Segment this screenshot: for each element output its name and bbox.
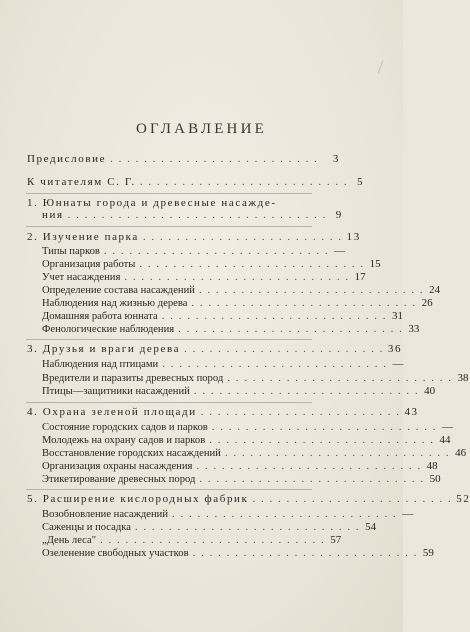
toc-entry-page: 44: [439, 434, 451, 446]
section-divider: [26, 193, 312, 194]
toc-entry: [27, 406, 419, 419]
paper-mark: [378, 60, 384, 73]
toc-entry-label: Молодежь на охрану садов и парков: [42, 435, 206, 446]
leader-dots: . . . . . . . . . . . . . . . . . . . . . . . . . . .: [227, 372, 453, 384]
toc-entry-label: Наблюдения над жизнью дерева: [42, 298, 188, 309]
toc-entry-label: Вредители и паразиты древесных пород: [42, 373, 224, 384]
toc-subentry: [42, 372, 469, 385]
toc-entry-label: Типы парков: [42, 246, 100, 257]
leader-dots: . . . . . . . . . . . . . . . . . . . . . . . . . . .: [193, 385, 420, 397]
leader-dots: . . . . . . . . . . . . . . . . . . . . . . . . .: [110, 153, 319, 165]
leader-dots: . . . . . . . . . . . . . . . . . . . . . . . .: [184, 343, 384, 355]
leader-dots: . . . . . . . . . . . . . . . . . . . . . . . . .: [139, 176, 349, 188]
toc-entry-page: 31: [391, 310, 403, 322]
toc-entry-label: Предисловие: [27, 153, 107, 165]
leader-dots: . . . . . . . . . . . . . . . . . . . . . . . . . . .: [103, 245, 330, 257]
leader-dots: . . . . . . . . . . . . . . . . . . . . . . . .: [142, 231, 343, 243]
leader-dots: . . . . . . . . . . . . . . . . . . . . . . . . . . .: [161, 310, 387, 322]
toc-entry-label: 2. Изучение парка: [27, 231, 139, 243]
leader-dots: . . . . . . . . . . . . . . . . . . . . . . . . . . .: [172, 508, 398, 520]
toc-entry-label: 5. Расширение кислородных фабрик: [27, 493, 249, 505]
toc-entry-label: Этикетирование древесных пород: [42, 474, 196, 485]
toc-entry-page: 13: [346, 231, 361, 243]
toc-entry-label: К читателям С. Г.: [27, 176, 136, 188]
toc-subentry: [42, 271, 366, 284]
section-divider: [26, 226, 312, 227]
toc-subentry: [42, 310, 403, 323]
page-title: ОГЛАВЛЕНИЕ: [136, 121, 267, 137]
leader-dots: . . . . . . . . . . . . . . . . . . . . . . . . . . .: [192, 547, 418, 559]
toc-entry-page: 46: [455, 447, 467, 459]
leader-dots: . . . . . . . . . . . . . . . . . . . . . . . .: [200, 406, 401, 418]
toc-entry-page: 3: [332, 153, 340, 165]
toc-entry-label: Саженцы и посадка: [42, 522, 131, 533]
toc-entry-label: Восстановление городских насаждений: [42, 448, 221, 459]
toc-entry-page: 9: [335, 209, 343, 221]
toc-entry-label: „День леса": [42, 535, 97, 546]
toc-entry: [27, 176, 365, 189]
toc-subentry: [42, 547, 434, 560]
section-divider: [26, 489, 312, 490]
toc-entry-page: 17: [354, 271, 366, 283]
toc-subentry: [42, 534, 340, 547]
toc-subentry: [42, 447, 467, 460]
toc-subentry: [42, 434, 451, 447]
toc-entry-page: 38: [457, 372, 469, 384]
toc-entry-page: 52: [456, 493, 470, 505]
toc-entry-page: 15: [369, 258, 381, 270]
toc-entry-label: Организация работы: [42, 259, 136, 270]
toc-entry: [27, 153, 340, 166]
toc-subentry: [42, 358, 404, 371]
toc-subentry: [42, 323, 420, 336]
toc-entry-label: 1. Юннаты города и древесные насажде-: [27, 197, 277, 209]
toc-subentry: [42, 284, 441, 297]
toc-entry-page: 48: [426, 460, 438, 472]
toc-subentry: [42, 460, 438, 473]
toc-entry-label: 4. Охрана зеленой площади: [27, 406, 197, 418]
toc-subentry: [42, 385, 436, 398]
toc-subentry: [42, 473, 441, 486]
toc-entry-label: Учет насаждения: [42, 272, 121, 283]
leader-dots: . . . . . . . . . . . . . . . . . . . . . . . . . . .: [162, 358, 388, 370]
leader-dots: . . . . . . . . . . . . . . . . . . . . . . . . . . .: [191, 297, 417, 309]
leader-dots: . . . . . . . . . . . . . . . . . . . . . . . . . . .: [196, 460, 422, 472]
toc-entry-page: 50: [429, 473, 441, 485]
leader-dots: . . . . . . . . . . . . . . . . . . . . . . . . . . .: [211, 421, 438, 433]
toc-entry: [27, 493, 470, 506]
toc-subentry: [42, 508, 414, 521]
toc-entry-label: Возобновление насаждений: [42, 509, 169, 520]
toc-subentry: [42, 245, 346, 258]
toc-entry-label: Птицы—защитники насаждений: [42, 386, 190, 397]
toc-subentry: [42, 297, 433, 310]
toc-entry-page: 33: [408, 323, 420, 335]
leader-dots: . . . . . . . . . . . . . . . . . . . . . . . . . . .: [178, 323, 404, 335]
toc-entry-page: —: [402, 508, 414, 520]
toc-entry: [27, 343, 403, 356]
toc-entry-label: 3. Друзья и враги дерева: [27, 343, 181, 355]
toc-entry-page: 24: [429, 284, 441, 296]
toc-entry-page: —: [334, 245, 346, 257]
leader-dots: . . . . . . . . . . . . . . . . . . . . . . . . . . .: [198, 284, 425, 296]
toc-entry-label: Наблюдения над птицами: [42, 359, 159, 370]
toc-entry-page: —: [392, 358, 404, 370]
toc-entry-page: 5: [357, 176, 365, 188]
toc-entry-page: —: [442, 421, 454, 433]
toc-entry-page: 43: [404, 406, 419, 418]
section-divider: [26, 339, 312, 340]
toc-entry-page: 57: [330, 534, 342, 546]
toc-entry-label-continuation: ния: [42, 209, 64, 221]
leader-dots: . . . . . . . . . . . . . . . . . . . . . . . . . . .: [124, 271, 350, 283]
toc-entry-label: Определение состава насаждений: [42, 285, 195, 296]
toc-entry: [27, 231, 361, 244]
toc-subentry: [42, 258, 381, 271]
toc-entry-page: 26: [421, 297, 433, 309]
toc-entry-label: Озеленение свободных участков: [42, 548, 189, 559]
toc-entry-page: 59: [422, 547, 434, 559]
leader-dots: . . . . . . . . . . . . . . . . . . . . . . . .: [252, 493, 453, 505]
toc-subentry: [42, 521, 377, 534]
leader-dots: . . . . . . . . . . . . . . . . . . . . . . . . . . .: [209, 434, 435, 446]
leader-dots: . . . . . . . . . . . . . . . . . . . . . . . . . . .: [134, 521, 361, 533]
toc-entry-page: 40: [424, 385, 436, 397]
toc-subentry: [42, 421, 454, 434]
toc-entry-label: Фенологические наблюдения: [42, 324, 175, 335]
leader-dots: . . . . . . . . . . . . . . . . . . . . . . . . . . .: [100, 534, 326, 546]
leader-dots: . . . . . . . . . . . . . . . . . . . . . . . . . . .: [199, 473, 425, 485]
toc-entry-label: Домашняя работа юнната: [42, 311, 158, 322]
section-divider: [26, 402, 312, 403]
toc-entry-continuation: [42, 209, 343, 222]
toc-entry-label: Организация охраны насаждения: [42, 461, 193, 472]
leader-dots: . . . . . . . . . . . . . . . . . . . . . . . . . . . . . . .: [67, 209, 327, 221]
leader-dots: . . . . . . . . . . . . . . . . . . . . . . . . . . .: [139, 258, 365, 270]
toc-entry-label: Состояние городских садов и парков: [42, 422, 208, 433]
leader-dots: . . . . . . . . . . . . . . . . . . . . . . . . . . .: [224, 447, 451, 459]
toc-entry-page: 54: [365, 521, 377, 533]
toc-entry-page: 36: [387, 343, 403, 355]
